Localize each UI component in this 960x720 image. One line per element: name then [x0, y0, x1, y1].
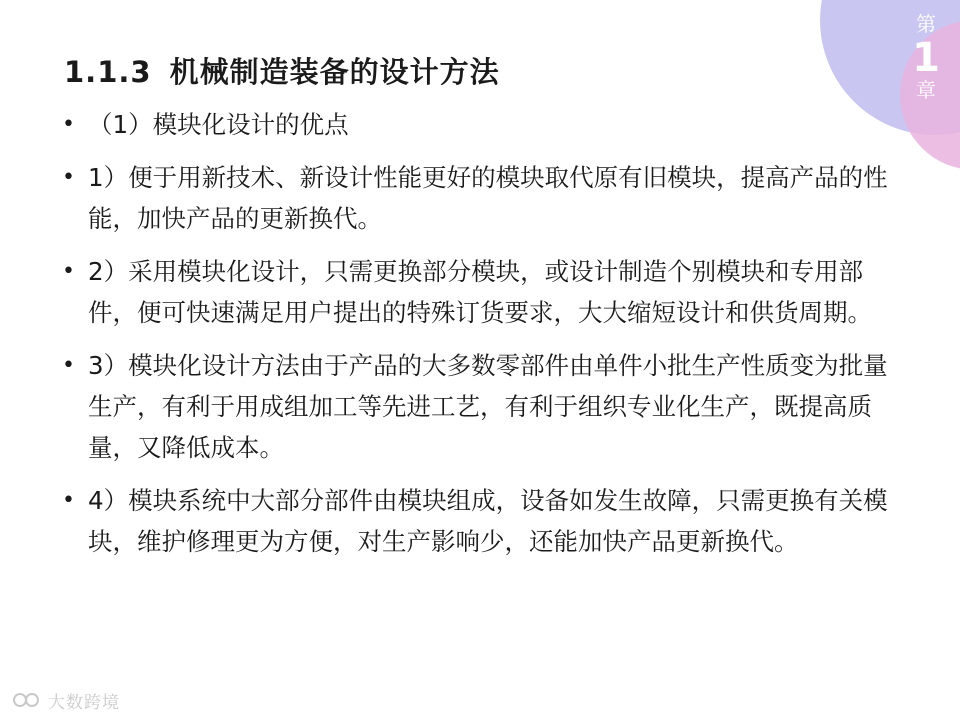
- chapter-prefix: 第: [916, 12, 936, 36]
- bullet-dot: •: [62, 112, 75, 137]
- section-number: 1.1.3: [64, 55, 152, 89]
- chapter-badge: [906, 14, 946, 100]
- chapter-suffix: 章: [916, 78, 936, 102]
- list-item: [62, 251, 902, 333]
- slide-title: [64, 50, 500, 91]
- bullet-dot: •: [62, 259, 75, 284]
- bullet-dot: •: [62, 488, 75, 513]
- list-item: [62, 345, 902, 468]
- section-title: 机械制造装备的设计方法: [169, 55, 500, 89]
- watermark-text: 大数跨境: [48, 693, 120, 713]
- list-item-text: 2）采用模块化设计，只需更换部分模块，或设计制造个别模块和专用部件，便可快速满足用户提出的特殊订货要求，大大缩短设计和供货周期。: [88, 257, 872, 327]
- bullet-dot: •: [62, 165, 75, 190]
- list-item-text: 1）便于用新技术、新设计性能更好的模块取代原有旧模块，提高产品的性能，加快产品的更新换代。: [88, 163, 888, 233]
- watermark: [12, 688, 120, 713]
- watermark-logo-icon: [12, 692, 42, 713]
- list-item-text: （1）模块化设计的优点: [88, 110, 349, 139]
- bullet-dot: •: [62, 353, 75, 378]
- list-item: [62, 480, 902, 562]
- list-item: [62, 157, 902, 239]
- list-item-text: 4）模块系统中大部分部件由模块组成，设备如发生故障，只需更换有关模块，维护修理更为方便，对生产影响少，还能加快产品更新换代。: [88, 486, 888, 556]
- chapter-number: 1: [912, 35, 940, 81]
- list-item-text: 3）模块化设计方法由于产品的大多数零部件由单件小批生产性质变为批量生产，有利于用成组加工等先进工艺，有利于组织专业化生产，既提高质量，又降低成本。: [88, 351, 888, 462]
- list-item: [62, 104, 902, 145]
- bullet-list: [62, 104, 902, 562]
